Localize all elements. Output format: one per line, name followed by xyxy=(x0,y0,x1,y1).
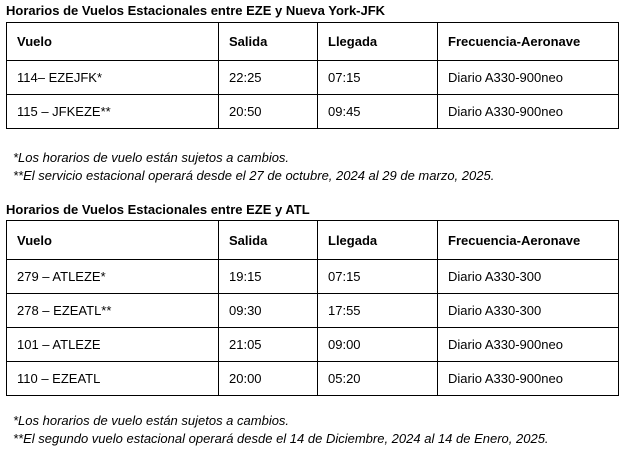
frequency-cell: Diario A330-300 xyxy=(438,260,619,294)
arrival-cell: 09:45 xyxy=(318,95,438,129)
table-row xyxy=(7,260,619,294)
atl-note-1: *Los horarios de vuelo están sujetos a cambios. xyxy=(13,413,290,428)
atl-schedule-table xyxy=(6,220,619,396)
departure-cell: 19:15 xyxy=(219,260,318,294)
flight-cell: 114– EZEJFK* xyxy=(7,61,219,95)
table-row xyxy=(7,328,619,362)
table-header-row xyxy=(7,23,619,61)
departure-cell: 22:25 xyxy=(219,61,318,95)
arrival-cell: 05:20 xyxy=(318,362,438,396)
header-frecuencia: Frecuencia-Aeronave xyxy=(438,23,619,61)
flight-cell: 101 – ATLEZE xyxy=(7,328,219,362)
atl-section-title: Horarios de Vuelos Estacionales entre EZE y ATL xyxy=(6,202,310,217)
table-row xyxy=(7,95,619,129)
departure-cell: 21:05 xyxy=(219,328,318,362)
frequency-cell: Diario A330-900neo xyxy=(438,61,619,95)
arrival-cell: 09:00 xyxy=(318,328,438,362)
table-row xyxy=(7,362,619,396)
table-row xyxy=(7,294,619,328)
frequency-cell: Diario A330-300 xyxy=(438,294,619,328)
header-salida: Salida xyxy=(219,221,318,260)
jfk-note-2: **El servicio estacional operará desde el 27 de octubre, 2024 al 29 de marzo, 2025. xyxy=(13,168,495,183)
atl-note-2: **El segundo vuelo estacional operará desde el 14 de Diciembre, 2024 al 14 de Enero, 2025. xyxy=(13,431,549,446)
table-row xyxy=(7,61,619,95)
arrival-cell: 07:15 xyxy=(318,260,438,294)
departure-cell: 09:30 xyxy=(219,294,318,328)
header-salida: Salida xyxy=(219,23,318,61)
header-vuelo: Vuelo xyxy=(7,221,219,260)
frequency-cell: Diario A330-900neo xyxy=(438,328,619,362)
jfk-section-title: Horarios de Vuelos Estacionales entre EZE y Nueva York-JFK xyxy=(6,3,386,18)
flight-cell: 110 – EZEATL xyxy=(7,362,219,396)
header-vuelo: Vuelo xyxy=(7,23,219,61)
departure-cell: 20:00 xyxy=(219,362,318,396)
departure-cell: 20:50 xyxy=(219,95,318,129)
arrival-cell: 07:15 xyxy=(318,61,438,95)
table-header-row xyxy=(7,221,619,260)
flight-cell: 279 – ATLEZE* xyxy=(7,260,219,294)
frequency-cell: Diario A330-900neo xyxy=(438,95,619,129)
flight-cell: 115 – JFKEZE** xyxy=(7,95,219,129)
jfk-schedule-table xyxy=(6,22,619,129)
arrival-cell: 17:55 xyxy=(318,294,438,328)
frequency-cell: Diario A330-900neo xyxy=(438,362,619,396)
header-llegada: Llegada xyxy=(318,23,438,61)
jfk-note-1: *Los horarios de vuelo están sujetos a cambios. xyxy=(13,150,290,165)
header-llegada: Llegada xyxy=(318,221,438,260)
header-frecuencia: Frecuencia-Aeronave xyxy=(438,221,619,260)
flight-cell: 278 – EZEATL** xyxy=(7,294,219,328)
